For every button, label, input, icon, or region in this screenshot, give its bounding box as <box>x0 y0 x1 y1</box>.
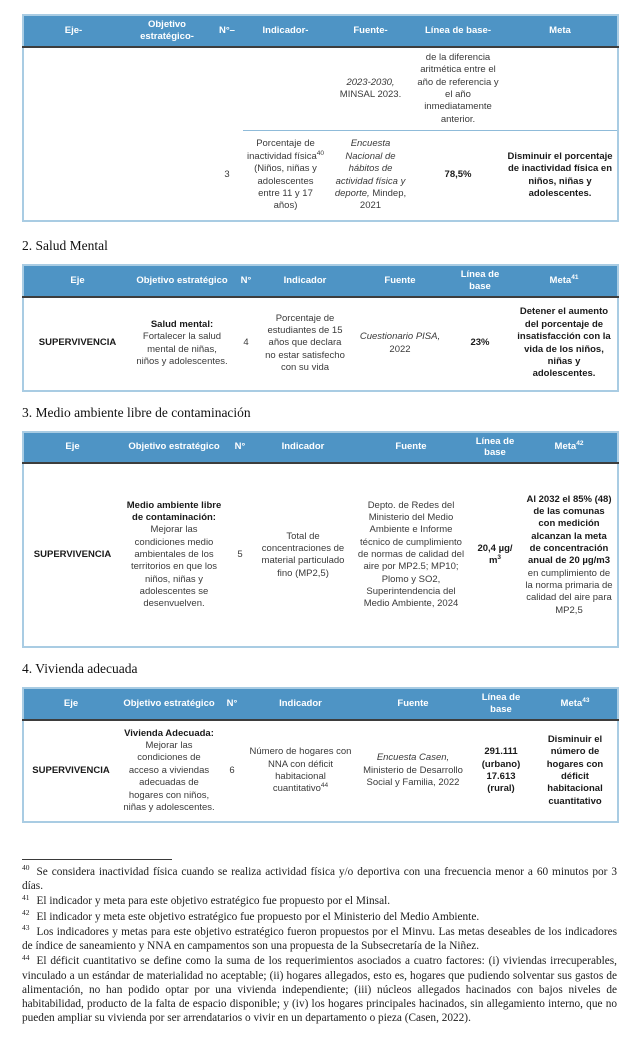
cell-linea-base <box>469 720 533 822</box>
cell-num: 5 <box>237 549 243 561</box>
cell-objetivo <box>121 463 227 647</box>
footnote-text: Se considera inactividad física cuando se realiza actividad física y/o deportiva con una frecuencia menor a 60 minutos por 3 días. <box>22 866 617 893</box>
col-header-eje: Eje- <box>23 15 123 47</box>
section-title-vivienda: 4. Vivienda adecuada <box>22 661 138 677</box>
col-header-meta: Meta <box>503 15 618 47</box>
fuente-source-org: Ministerio de Desarrollo Social y Familia, 2022 <box>363 764 463 789</box>
linea-base-urban-value: 291.111 <box>484 746 518 758</box>
table-salud-mental <box>22 264 619 392</box>
cell-num: 6 <box>229 764 235 776</box>
cell-eje: SUPERVIVENCIA <box>33 549 112 561</box>
footnote-number: 43 <box>22 923 30 933</box>
col-header-indicador: Indicador- <box>243 15 328 47</box>
objetivo-text: Mejorar las condiciones de acceso a viviendas adecuadas de hogares con niños, niñas y adolescentes. <box>123 740 215 813</box>
cell-fuente <box>357 720 469 822</box>
cell-linea-base: 78,5% <box>413 131 503 221</box>
fuente-source-org: MINSAL 2023. <box>339 89 402 100</box>
cell-num-empty <box>211 47 243 131</box>
col-header-objetivo: Objetivo estratégico <box>131 265 233 297</box>
cell-num: 3 <box>224 169 230 181</box>
table-row <box>23 720 618 822</box>
table-continuation <box>22 14 619 222</box>
footnote-number: 44 <box>22 952 30 962</box>
section-title-medio-ambiente: 3. Medio ambiente libre de contaminación <box>22 404 251 420</box>
col-header-indicador: Indicador <box>259 265 351 297</box>
cell-meta: Disminuir el porcentaje de inactividad física en niños, niñas y adolescentes. <box>503 131 618 221</box>
col-header-linea-base: Línea de base <box>449 265 511 297</box>
table-header-row <box>23 15 618 47</box>
footnote-40 <box>22 865 617 893</box>
footnote-number: 41 <box>22 892 30 902</box>
objetivo-text: Mejorar las condiciones medio ambientales de los territorios en que los niños, niñas y adolescentes se desenvuelven. <box>130 524 218 610</box>
col-header-objetivo: Objetivo estratégico- <box>123 15 211 47</box>
indicador-text: Número de hogares con NNA con déficit habitacional cuantitativo <box>249 746 352 795</box>
footnotes-section <box>22 859 617 1025</box>
cell-indicador <box>243 131 328 221</box>
table-medio-ambiente <box>22 431 619 649</box>
footnote-divider <box>22 859 172 860</box>
cell-meta-empty <box>503 47 618 131</box>
col-header-linea-base: Línea de base- <box>413 15 503 47</box>
col-header-linea-base: Línea de base <box>469 688 533 720</box>
col-header-num: N° <box>227 432 253 464</box>
linea-base-exponent: 3 <box>497 554 502 562</box>
cell-eje: SUPERVIVENCIA <box>32 764 110 776</box>
col-header-objetivo: Objetivo estratégico <box>118 688 220 720</box>
footnote-41 <box>22 894 617 908</box>
footnote-ref-42: 42 <box>576 440 584 448</box>
fuente-source-name: Cuestionario PISA, <box>359 331 441 343</box>
footnote-ref-41: 41 <box>571 273 579 281</box>
meta-text: en cumplimiento de la norma primaria de calidad del aire para MP2,5 <box>525 567 613 616</box>
col-header-objetivo: Objetivo estratégico <box>121 432 227 464</box>
footnote-42 <box>22 907 617 924</box>
cell-indicador-empty <box>243 47 328 131</box>
objetivo-lead: Vivienda Adecuada: <box>124 727 214 739</box>
footnote-ref-40: 40 <box>316 149 324 157</box>
cell-fuente <box>328 47 413 131</box>
col-header-meta: Meta$^{43}$ <box>533 688 618 720</box>
table-header-row <box>23 265 618 297</box>
table-row <box>23 297 618 391</box>
linea-base-value: 20,4 µg/ <box>477 542 513 554</box>
cell-eje-empty <box>23 47 123 221</box>
col-header-linea-base: Línea de base <box>469 432 521 464</box>
col-header-eje: Eje <box>23 688 118 720</box>
footnote-43 <box>22 925 617 953</box>
col-header-fuente: Fuente <box>351 265 449 297</box>
col-header-indicador: Indicador <box>244 688 357 720</box>
linea-base-unit: m <box>488 555 498 567</box>
objetivo-lead: Salud mental: <box>150 318 214 330</box>
cell-meta <box>521 463 618 647</box>
footnote-number: 42 <box>22 907 30 917</box>
footnote-text: El indicador y meta este objetivo estratégico fue propuesto por el Ministerio del Medio Ambiente. <box>36 910 480 923</box>
fuente-source-name: Encuesta Nacional de hábitos de actividad física y deporte, <box>334 138 406 199</box>
col-header-meta: Meta$^{41}$ <box>511 265 618 297</box>
cell-objetivo <box>131 297 233 391</box>
cell-indicador: Total de concentraciones de material particulado fino (MP2,5) <box>261 530 345 579</box>
linea-base-urban-label: (urbano) <box>481 758 521 770</box>
cell-indicador: Porcentaje de estudiantes de 15 años que declara no estar satisfecho con su vida <box>265 312 345 374</box>
table-header-row <box>23 688 618 720</box>
meta-lead: Al 2032 el 85% (48) de las comunas con medición alcanzan la meta de concentración anual de 20 µg/m3 <box>526 493 612 567</box>
col-header-fuente: Fuente- <box>328 15 413 47</box>
linea-base-rural-value: 17.613 <box>486 771 516 782</box>
col-header-fuente: Fuente <box>353 432 469 464</box>
footnote-text: Los indicadores y metas para este objetivo estratégico fueron propuestos por el Minvu. Las metas deseables de los indicadores de índice de saneamiento y NNA en campamentos son una propuesta de la Subsecretaría de la Niñez. <box>22 925 617 953</box>
section-title-salud-mental: 2. Salud Mental <box>22 237 108 253</box>
footnote-ref-43: 43 <box>582 697 590 705</box>
col-header-meta: Meta$^{42}$ <box>521 432 618 464</box>
cell-meta: Disminuir el número de hogares con déficit habitacional cuantitativo <box>546 733 604 807</box>
fuente-source-org: Mindep, 2021 <box>359 187 407 212</box>
col-header-fuente: Fuente <box>357 688 469 720</box>
cell-fuente <box>351 297 449 391</box>
cell-meta: Detener el aumento del porcentaje de insatisfacción con la vida de los niños, niñas y adolescentes. <box>517 306 611 380</box>
footnote-text: El déficit cuantitativo se define como la suma de los requerimientos asociados a cuatro factores: (i) viviendas irrecuperables, vinculado a un estándar de materialidad no aceptable; (ii) hogares allegados, esto es, hogares que pudiendo solventar sus gastos de alimentación, no han podido optar por una vivienda independiente; (iii) núcleos allegados hacinados con bajos niveles de habitabilidad, producto de la falta de espacio disponible; y (iv) los hogares principales hacinados, sin allegamiento interno, que no pueden ampliar su vivienda por ser arrendatarios o vivir en un departamento o pieza (Casen, 2022). <box>22 955 617 1025</box>
objetivo-text: Fortalecer la salud mental de niñas, niños y adolescentes. <box>136 331 228 367</box>
cell-linea-base: de la diferencia aritmética entre el año de referencia y el año inmediatamente anterior. <box>417 51 499 125</box>
col-header-indicador: Indicador <box>253 432 353 464</box>
cell-num: 4 <box>243 337 249 349</box>
footnote-number: 40 <box>22 863 30 873</box>
col-header-eje: Eje <box>23 265 131 297</box>
indicador-text: Porcentaje de inactividad física <box>247 138 317 162</box>
footnote-ref-44: 44 <box>320 782 329 790</box>
col-header-num: N°– <box>211 15 243 47</box>
fuente-source-name: Encuesta Casen, <box>376 752 450 764</box>
cell-objetivo <box>118 720 220 822</box>
fuente-source-name: 2023-2030, <box>346 76 395 88</box>
footnote-44 <box>22 954 617 1025</box>
table-header-row <box>23 432 618 464</box>
fuente-source-year: 2022 <box>389 343 411 355</box>
objetivo-lead: Medio ambiente libre de contaminación: <box>126 499 222 524</box>
indicador-suffix: (Niños, niñas y adolescentes entre 11 y 17 años) <box>254 163 317 212</box>
col-header-num: N° <box>233 265 259 297</box>
col-header-eje: Eje <box>23 432 121 464</box>
cell-indicador <box>244 720 357 822</box>
table-row <box>23 463 618 647</box>
cell-linea-base <box>469 463 521 647</box>
cell-fuente: Depto. de Redes del Ministerio del Medio Ambiente e Informe técnico de cumplimiento de normas de calidad del aire por MP2.5; MP10; Plomo y SO2, Superintendencia del Medio Ambiente, 2024 <box>357 499 465 610</box>
footnote-text: El indicador y meta para este objetivo estratégico fue propuesto por el Minsal. <box>36 895 391 908</box>
cell-fuente <box>328 131 413 221</box>
linea-base-rural-label: (rural) <box>487 783 515 795</box>
cell-objetivo-empty <box>123 47 211 221</box>
table-row-carryover <box>23 47 618 131</box>
col-header-num: N° <box>220 688 244 720</box>
table-vivienda <box>22 687 619 823</box>
cell-eje: SUPERVIVENCIA <box>38 337 117 349</box>
cell-linea-base: 23% <box>470 337 490 349</box>
